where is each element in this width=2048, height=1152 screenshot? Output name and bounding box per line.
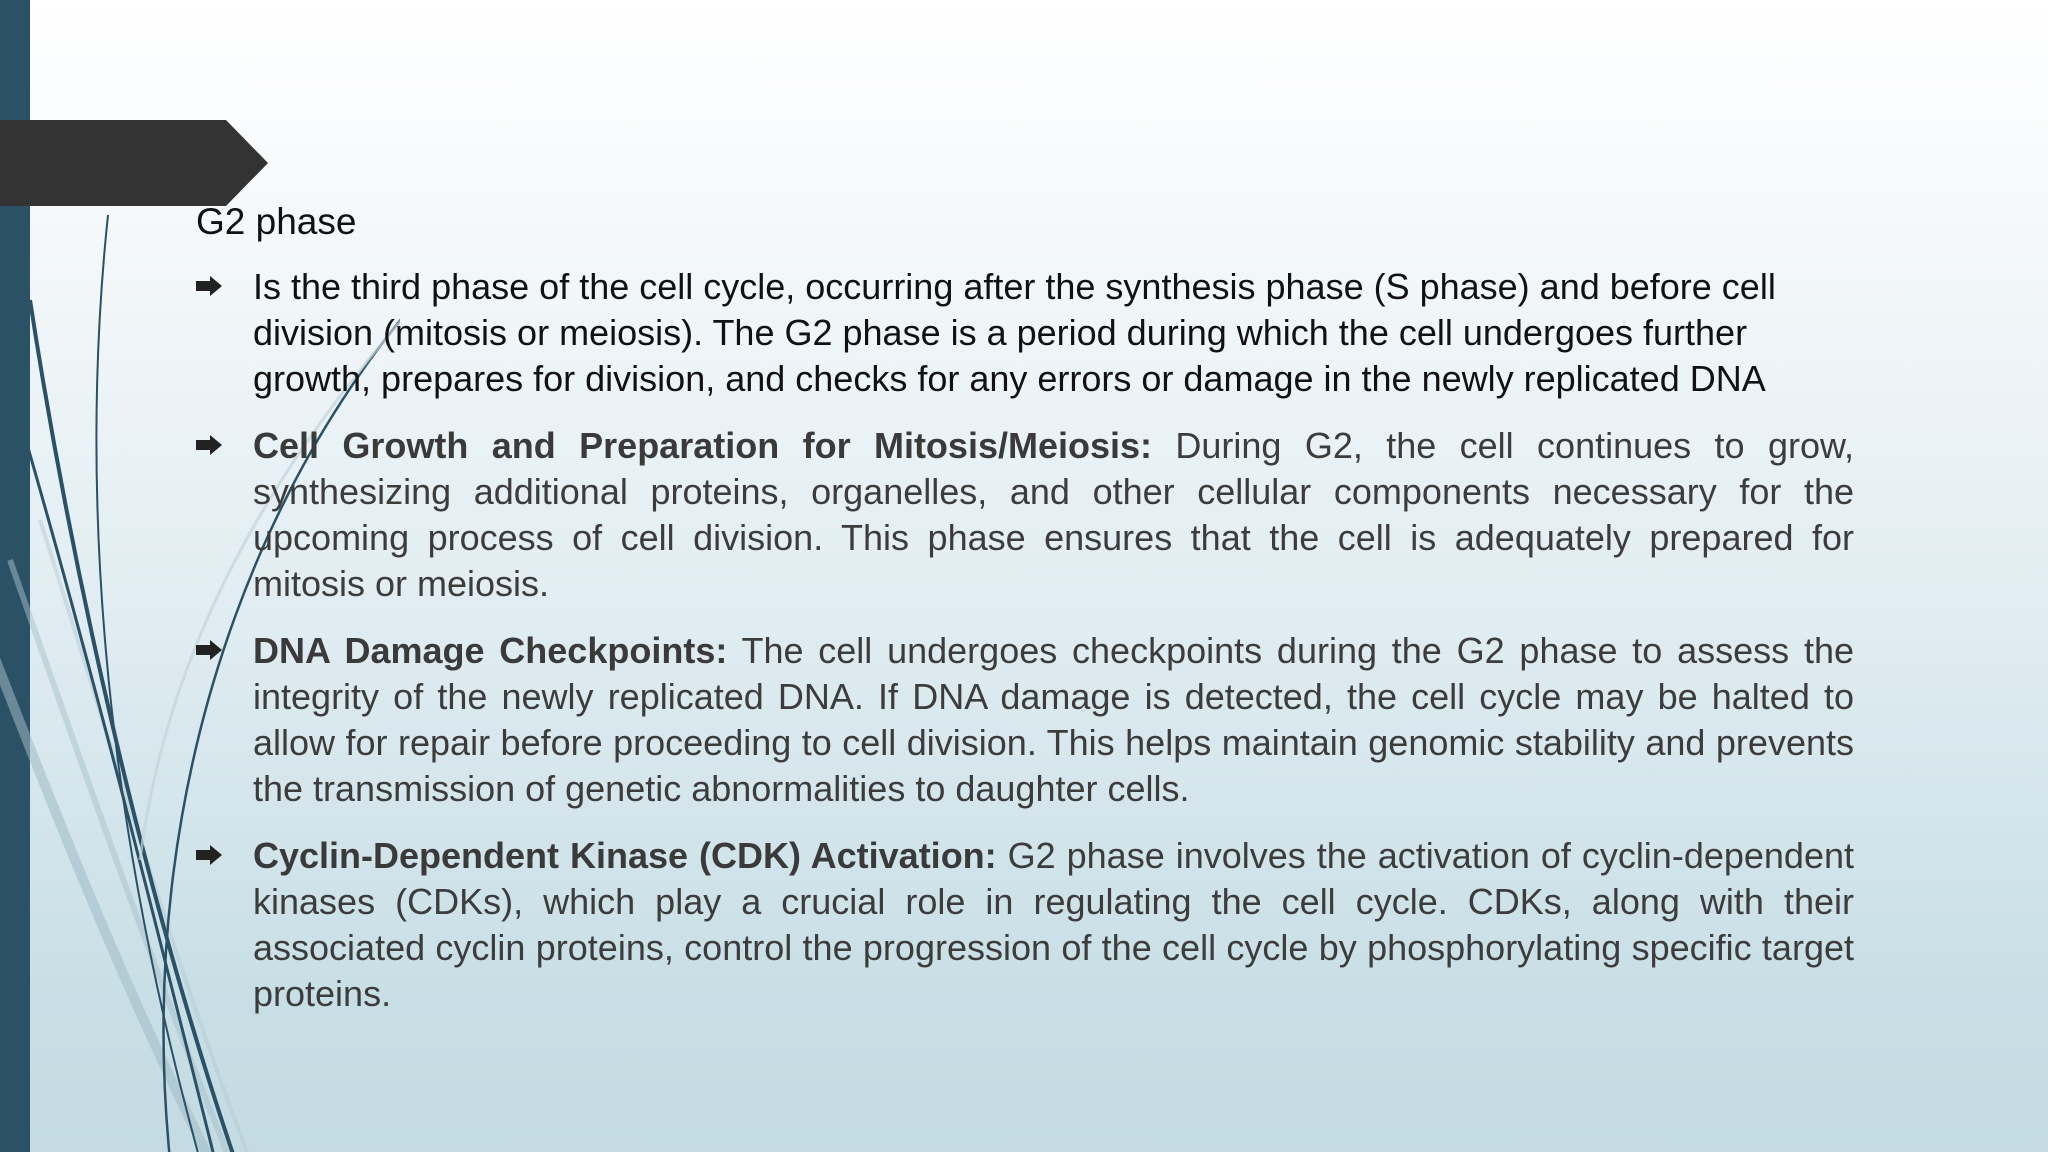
bullet-body: The cell undergoes checkpoints during the G2 phase to assess the integrity of the newly replicated DNA. If DNA damage is detected, the cell cycle may be halted to allow for repair before proceeding to cell division. This helps maintain genomic stability and prevents the transmission of genetic abnormalities to daughter cells. [253,630,1854,809]
bullet-text [253,833,1854,1017]
bullet-item [196,628,1854,812]
arrow-bullet-icon [196,640,222,660]
bullet-lead: Cyclin-Dependent Kinase (CDK) Activation: [253,835,997,876]
bullet-lead: Cell Growth and Preparation for Mitosis/Meiosis: [253,425,1153,466]
bullet-body: G2 phase involves the activation of cyclin-dependent kinases (CDKs), which play a crucial role in regulating the cell cycle. CDKs, along with their associated cyclin proteins, control the progression of the cell cycle by phosphorylating specific target proteins. [253,835,1854,1014]
arrow-bullet-icon [196,845,222,865]
arrow-bullet-icon [196,435,222,455]
bullet-body: Is the third phase of the cell cycle, occurring after the synthesis phase (S phase) and before cell division (mitosis or meiosis). The G2 phase is a period during which the cell undergoes further growth, prepares for division, and checks for any errors or damage in the newly replicated DNA [253,266,1776,399]
title-arrow-banner [0,120,272,206]
bullet-item [196,423,1854,607]
bullet-text [253,264,1813,402]
arrow-bullet-icon [196,276,222,296]
bullet-lead: DNA Damage Checkpoints: [253,630,728,671]
bullet-item [196,833,1854,1017]
bullet-text [253,423,1854,607]
bullet-list [196,264,1854,1038]
bullet-item [196,264,1854,402]
slide-title: G2 phase [196,201,357,242]
bullet-body: During G2, the cell continues to grow, synthesizing additional proteins, organelles, and other cellular components necessary for the upcoming process of cell division. This phase ensures that the cell is adequately prepared for mitosis or meiosis. [253,425,1854,604]
bullet-text [253,628,1854,812]
